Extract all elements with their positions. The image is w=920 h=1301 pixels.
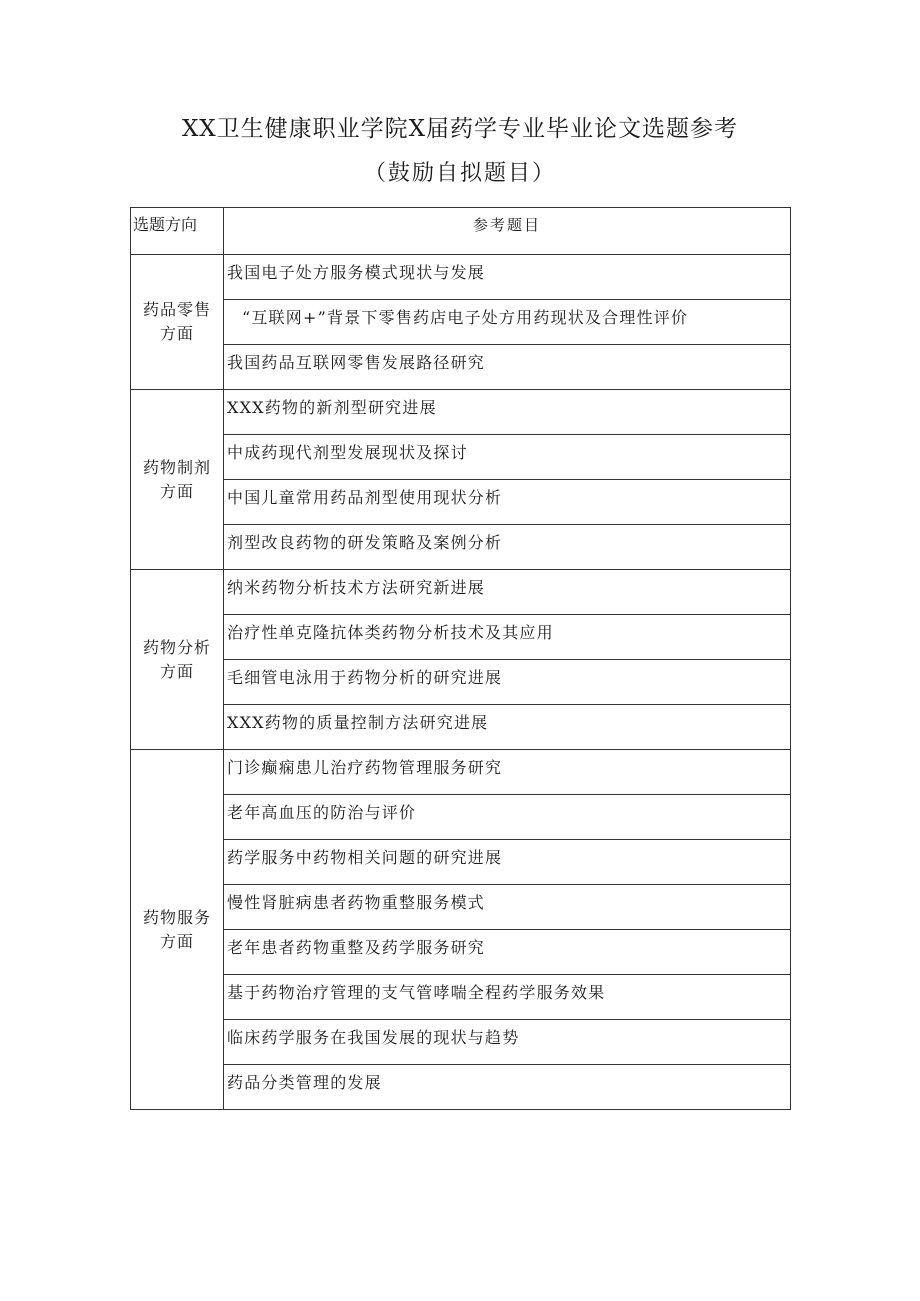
table-row: [131, 525, 791, 570]
table-row: [131, 435, 791, 480]
topic-cell: 我国电子处方服务模式现状与发展: [224, 255, 791, 300]
topic-cell: XXX药物的新剂型研究进展: [224, 390, 791, 435]
category-label-line1: 药物分析: [142, 637, 211, 657]
category-cell-analysis: [131, 570, 224, 750]
topic-cell: 剂型改良药物的研发策略及案例分析: [224, 525, 791, 570]
topic-cell: 门诊癫痫患儿治疗药物管理服务研究: [224, 750, 791, 795]
topic-cell: 药学服务中药物相关问题的研究进展: [224, 840, 791, 885]
table-row: [131, 480, 791, 525]
category-cell-retail: [131, 255, 224, 390]
header-category: 选题方向: [131, 208, 224, 255]
table-row: [131, 570, 791, 615]
topic-cell: 基于药物治疗管理的支气管哮喘全程药学服务效果: [224, 975, 791, 1020]
category-label-line1: 药品零售: [142, 300, 211, 319]
table-row: [131, 975, 791, 1020]
table-row: [131, 615, 791, 660]
table-row: [131, 390, 791, 435]
topic-cell: 纳米药物分析技术方法研究新进展: [224, 570, 791, 615]
topic-cell: 临床药学服务在我国发展的现状与趋势: [224, 1020, 791, 1065]
topic-cell: 毛细管电泳用于药物分析的研究进展: [224, 660, 791, 705]
topic-cell: 慢性肾脏病患者药物重整服务模式: [224, 885, 791, 930]
table-row: [131, 705, 791, 750]
topic-cell: 我国药品互联网零售发展路径研究: [224, 345, 791, 390]
category-cell-service: [131, 750, 224, 1110]
topic-table: [130, 207, 791, 1110]
category-cell-formulation: [131, 390, 224, 570]
table-row: [131, 750, 791, 795]
category-label-line1: 药物服务: [142, 907, 211, 927]
topic-cell: 中国儿童常用药品剂型使用现状分析: [224, 480, 791, 525]
topic-cell: 药品分类管理的发展: [224, 1065, 791, 1110]
topic-cell: “互联网+”背景下零售药店电子处方用药现状及合理性评价: [224, 300, 791, 345]
table-header-row: [131, 208, 791, 255]
category-label-line2: 方面: [159, 661, 194, 681]
category-label-line2: 方面: [159, 931, 194, 951]
document-title: XX卫生健康职业学院X届药学专业毕业论文选题参考: [181, 116, 739, 142]
table-row: [131, 255, 791, 300]
table-row: [131, 795, 791, 840]
header-topic: 参考题目: [224, 208, 791, 255]
document-subtitle: （鼓励自拟题目）: [363, 161, 556, 186]
category-label-line2: 方面: [159, 481, 194, 501]
topic-cell: 治疗性单克隆抗体类药物分析技术及其应用: [224, 615, 791, 660]
table-row: [131, 1020, 791, 1065]
table-row: [131, 1065, 791, 1110]
topic-cell: 老年患者药物重整及药学服务研究: [224, 930, 791, 975]
topic-cell: XXX药物的质量控制方法研究进展: [224, 705, 791, 750]
category-label-line1: 药物制剂: [142, 457, 211, 477]
topic-cell: 中成药现代剂型发展现状及探讨: [224, 435, 791, 480]
table-row: [131, 345, 791, 390]
category-label-line2: 方面: [159, 324, 194, 343]
table-row: [131, 885, 791, 930]
table-row: [131, 840, 791, 885]
topic-cell: 老年高血压的防治与评价: [224, 795, 791, 840]
table-row: [131, 300, 791, 345]
table-row: [131, 660, 791, 705]
table-row: [131, 930, 791, 975]
